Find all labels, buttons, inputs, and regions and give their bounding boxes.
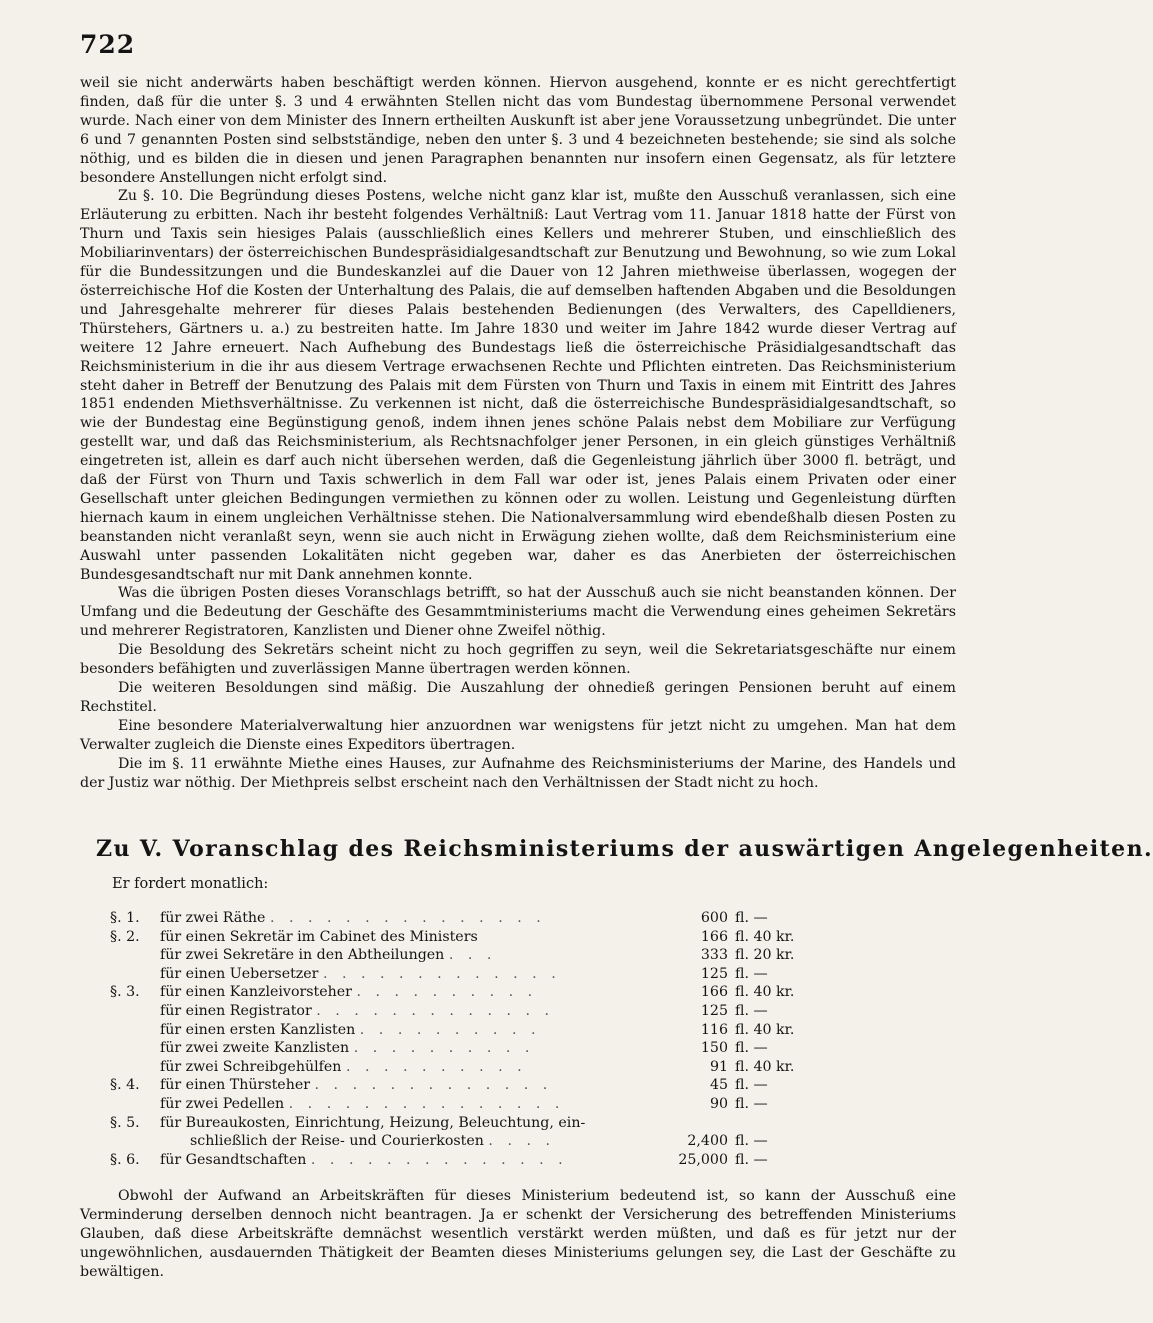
budget-unit: fl. —: [735, 910, 768, 926]
budget-row: [80, 1040, 840, 1059]
budget-row: [80, 1077, 840, 1096]
budget-section: §. 2.: [110, 928, 140, 945]
budget-label: für einen Thürsteher . . . . . . . . . . . . .: [160, 1077, 553, 1094]
budget-unit: fl. —: [735, 1095, 768, 1112]
section-heading: Zu V. Voranschlag des Reichsministeriums der auswärtigen Angelegenheiten.: [96, 836, 1153, 862]
budget-label-continued: schließlich der Reise- und Courierkosten . . . .: [190, 1133, 555, 1150]
budget-unit: fl. —: [735, 1077, 768, 1094]
budget-section: §. 1.: [110, 910, 140, 926]
budget-row: [80, 984, 840, 1003]
budget-label: für zwei Räthe . . . . . . . . . . . . . . .: [160, 910, 546, 926]
budget-row: [80, 929, 840, 948]
budget-label: für Gesandtschaften . . . . . . . . . . . . . .: [160, 1151, 568, 1168]
budget-amount: 333: [700, 947, 728, 964]
budget-section: §. 4.: [110, 1077, 140, 1094]
budget-table: [80, 910, 840, 1170]
budget-row: [80, 910, 840, 929]
budget-amount: 166: [700, 928, 728, 945]
budget-amount: 90: [709, 1095, 728, 1112]
body-text: [80, 74, 956, 792]
budget-amount: 150: [700, 1040, 728, 1057]
budget-amount: 125: [700, 965, 728, 982]
budget-amount: 91: [709, 1058, 728, 1075]
budget-amount: 25,000: [678, 1151, 728, 1168]
budget-unit: fl. 40 kr.: [735, 928, 795, 945]
budget-section: §. 6.: [110, 1151, 140, 1168]
budget-section: §. 3.: [110, 984, 140, 1001]
paragraph: Obwohl der Aufwand an Arbeitskräften für dieses Ministerium bedeutend ist, so kann der Ausschuß eine Verminderung derselben dennoch nicht beantragen. Ja er schenkt der Versicherung des betreffenden Ministeriums Glauben, daß diese Arbeitskräfte demnächst wesentlich verstärkt werden müßten, und daß es für jetzt nur der ungewöhnlichen, ausdauernden Thätigkeit der Beamten dieses Ministeriums gelungen sey, die Last der Geschäfte zu bewältigen.: [80, 1188, 956, 1280]
page-number: 722: [80, 30, 136, 59]
budget-amount: 600: [700, 910, 728, 926]
paragraph: Die weiteren Besoldungen sind mäßig. Die Auszahlung der ohnedieß geringen Pensionen beruht auf einem Rechstitel.: [80, 680, 956, 715]
budget-amount: 2,400: [687, 1133, 728, 1150]
closing-text: [80, 1187, 956, 1282]
budget-unit: fl. —: [735, 1040, 768, 1057]
budget-row: [80, 1152, 840, 1171]
budget-amount: 166: [700, 984, 728, 1001]
budget-label: für einen Sekretär im Cabinet des Ministers: [160, 928, 478, 945]
budget-row: [80, 1096, 840, 1115]
budget-label: für einen Registrator . . . . . . . . . . . . .: [160, 1002, 555, 1019]
budget-section: §. 5.: [110, 1114, 140, 1131]
budget-unit: fl. —: [735, 1002, 768, 1019]
budget-label: für zwei zweite Kanzlisten . . . . . . . . . .: [160, 1040, 535, 1057]
budget-label: für einen Kanzleivorsteher . . . . . . . . . .: [160, 984, 538, 1001]
paragraph: Die Besoldung des Sekretärs scheint nicht zu hoch gegriffen zu seyn, weil die Sekretariatsgeschäfte nur einem besonders befähigten und zuverlässigen Manne übertragen werden können.: [80, 642, 956, 678]
budget-unit: fl. —: [735, 1151, 768, 1168]
paragraph: Eine besondere Materialverwaltung hier anzuordnen war wenigstens für jetzt nicht zu umgehen. Man hat dem Verwalter zugleich die Dienste eines Expeditors übertragen.: [80, 717, 956, 753]
budget-amount: 125: [700, 1002, 728, 1019]
budget-unit: fl. 20 kr.: [735, 947, 795, 964]
budget-unit: fl. —: [735, 1133, 768, 1150]
budget-label: für zwei Sekretäre in den Abtheilungen . . .: [160, 947, 497, 964]
budget-unit: fl. —: [735, 965, 768, 982]
budget-row: [80, 1059, 840, 1078]
paragraph: Zu §. 10. Die Begründung dieses Postens, welche nicht ganz klar ist, mußte den Ausschuß veranlassen, sich eine Erläuterung zu erbitten. Nach ihr besteht folgendes Verhältniß: Laut Vertrag vom 11. Januar 1818 hatte der Fürst von Thurn und Taxis sein hiesiges Palais (ausschließlich eines Kellers und mehrerer Stuben, und einschließlich des Mobiliarinventars) der österreichischen Bundespräsidialgesandtschaft zur Benutzung und Bewohnung, so wie zum Lokal für die Bundessitzungen und die Bundeskanzlei auf die Dauer von 12 Jahren miethweise überlassen, wogegen der österreichische Hof die Kosten der Unterhaltung des Palais, die auf demselben haftenden Abgaben und die Besoldungen und Jahresgehalte mehrerer für dieses Palais bestehenden Bedienungen (des Verwalters, des Capelldieners, Thürstehers, Gärtners u. a.) zu bestreiten hatte. Im Jahre 1830 und weiter im Jahre 1842 wurde dieser Vertrag auf weitere 12 Jahre erneuert. Nach Aufhebung des Bundestags ließ die österreichische Präsidialgesandtschaft das Reichsministerium in die ihr aus diesem Vertrage erwachsenen Rechte und Pflichten eintreten. Das Reichsministerium steht daher in Betreff der Benutzung des Palais mit dem Fürsten von Thurn und Taxis in einem mit Eintritt des Jahres 1851 endenden Miethsverhältnisse. Zu verkennen ist nicht, daß die österreichische Bundespräsidialgesandtschaft, so wie der Bundestag eine Begünstigung genoß, indem ihnen jenes schöne Palais nebst dem Mobiliare zur Verfügung gestellt war, und daß das Reichsministerium, als Rechtsnachfolger jener Personen, in ein gleich günstiges Verhältniß eingetreten ist, allein es darf auch nicht übersehen werden, daß die Gegenleistung jährlich über 3000 fl. beträgt, und daß der Fürst von Thurn und Taxis schwerlich in dem Fall war oder ist, jenes Palais einem Privaten oder einer Gesellschaft unter gleichen Bedingungen vermiethen zu können oder zu wollen. Leistung und Gegenleistung dürften hiernach kaum in einem ungleichen Verhältnisse stehen. Die Nationalversammlung wird ebendeßhalb diesen Posten zu beanstanden nicht veranlaßt seyn, wenn sie auch nicht in Erwägung ziehen wollte, daß dem Reichsministerium eine Auswahl unter passenden Lokalitäten nicht gegeben war, daher es das Anerbieten der österreichischen Bundesgesandtschaft nur mit Dank annehmen konnte.: [80, 188, 956, 583]
budget-row: [80, 1022, 840, 1041]
budget-unit: fl. 40 kr.: [735, 984, 795, 1001]
budget-label: für zwei Pedellen . . . . . . . . . . . . . . .: [160, 1095, 565, 1112]
budget-row: [80, 966, 840, 985]
paragraph: weil sie nicht anderwärts haben beschäftigt werden können. Hiervon ausgehend, konnte er es nicht gerechtfertigt finden, daß für die unter §. 3 und 4 erwähnten Stellen nicht das vom Bundestag übernommene Personal verwendet wurde. Nach einer von dem Minister des Innern ertheilten Auskunft ist aber jene Voraussetzung unbegründet. Die unter 6 und 7 genannten Posten sind selbstständige, neben den unter §. 3 und 4 bezeichneten bestehende; sie sind als solche nöthig, und es bilden die in diesen und jenen Paragraphen benannten nur insofern einen Gegensatz, als für letztere besondere Anstellungen nicht erfolgt sind.: [80, 75, 956, 186]
budget-row: [80, 947, 840, 966]
budget-unit: fl. 40 kr.: [735, 1021, 795, 1038]
budget-unit: fl. 40 kr.: [735, 1058, 795, 1075]
budget-amount: 45: [709, 1077, 728, 1094]
budget-row: [80, 1003, 840, 1022]
budget-amount: 116: [700, 1021, 728, 1038]
budget-label: für einen ersten Kanzlisten . . . . . . . . . .: [160, 1021, 541, 1038]
budget-row: [80, 1115, 840, 1152]
budget-label: für einen Uebersetzer . . . . . . . . . . . . .: [160, 965, 561, 982]
paragraph: Was die übrigen Posten dieses Voranschlags betrifft, so hat der Ausschuß auch sie nicht beanstanden können. Der Umfang und die Bedeutung der Geschäfte des Gesammtministeriums macht die Verwendung eines geheimen Sekretärs und mehrerer Registratoren, Kanzlisten und Diener ohne Zweifel nöthig.: [80, 585, 956, 640]
monthly-label: Er fordert monatlich:: [112, 876, 269, 892]
budget-label: für Bureaukosten, Einrichtung, Heizung, Beleuchtung, ein-: [160, 1114, 586, 1131]
paragraph: Die im §. 11 erwähnte Miethe eines Hauses, zur Aufnahme des Reichsministeriums der Marine, des Handels und der Justiz war nöthig. Der Miethpreis selbst erscheint nach den Verhältnissen der Stadt nicht zu hoch.: [80, 755, 956, 791]
budget-label: für zwei Schreibgehülfen . . . . . . . . . .: [160, 1058, 527, 1075]
